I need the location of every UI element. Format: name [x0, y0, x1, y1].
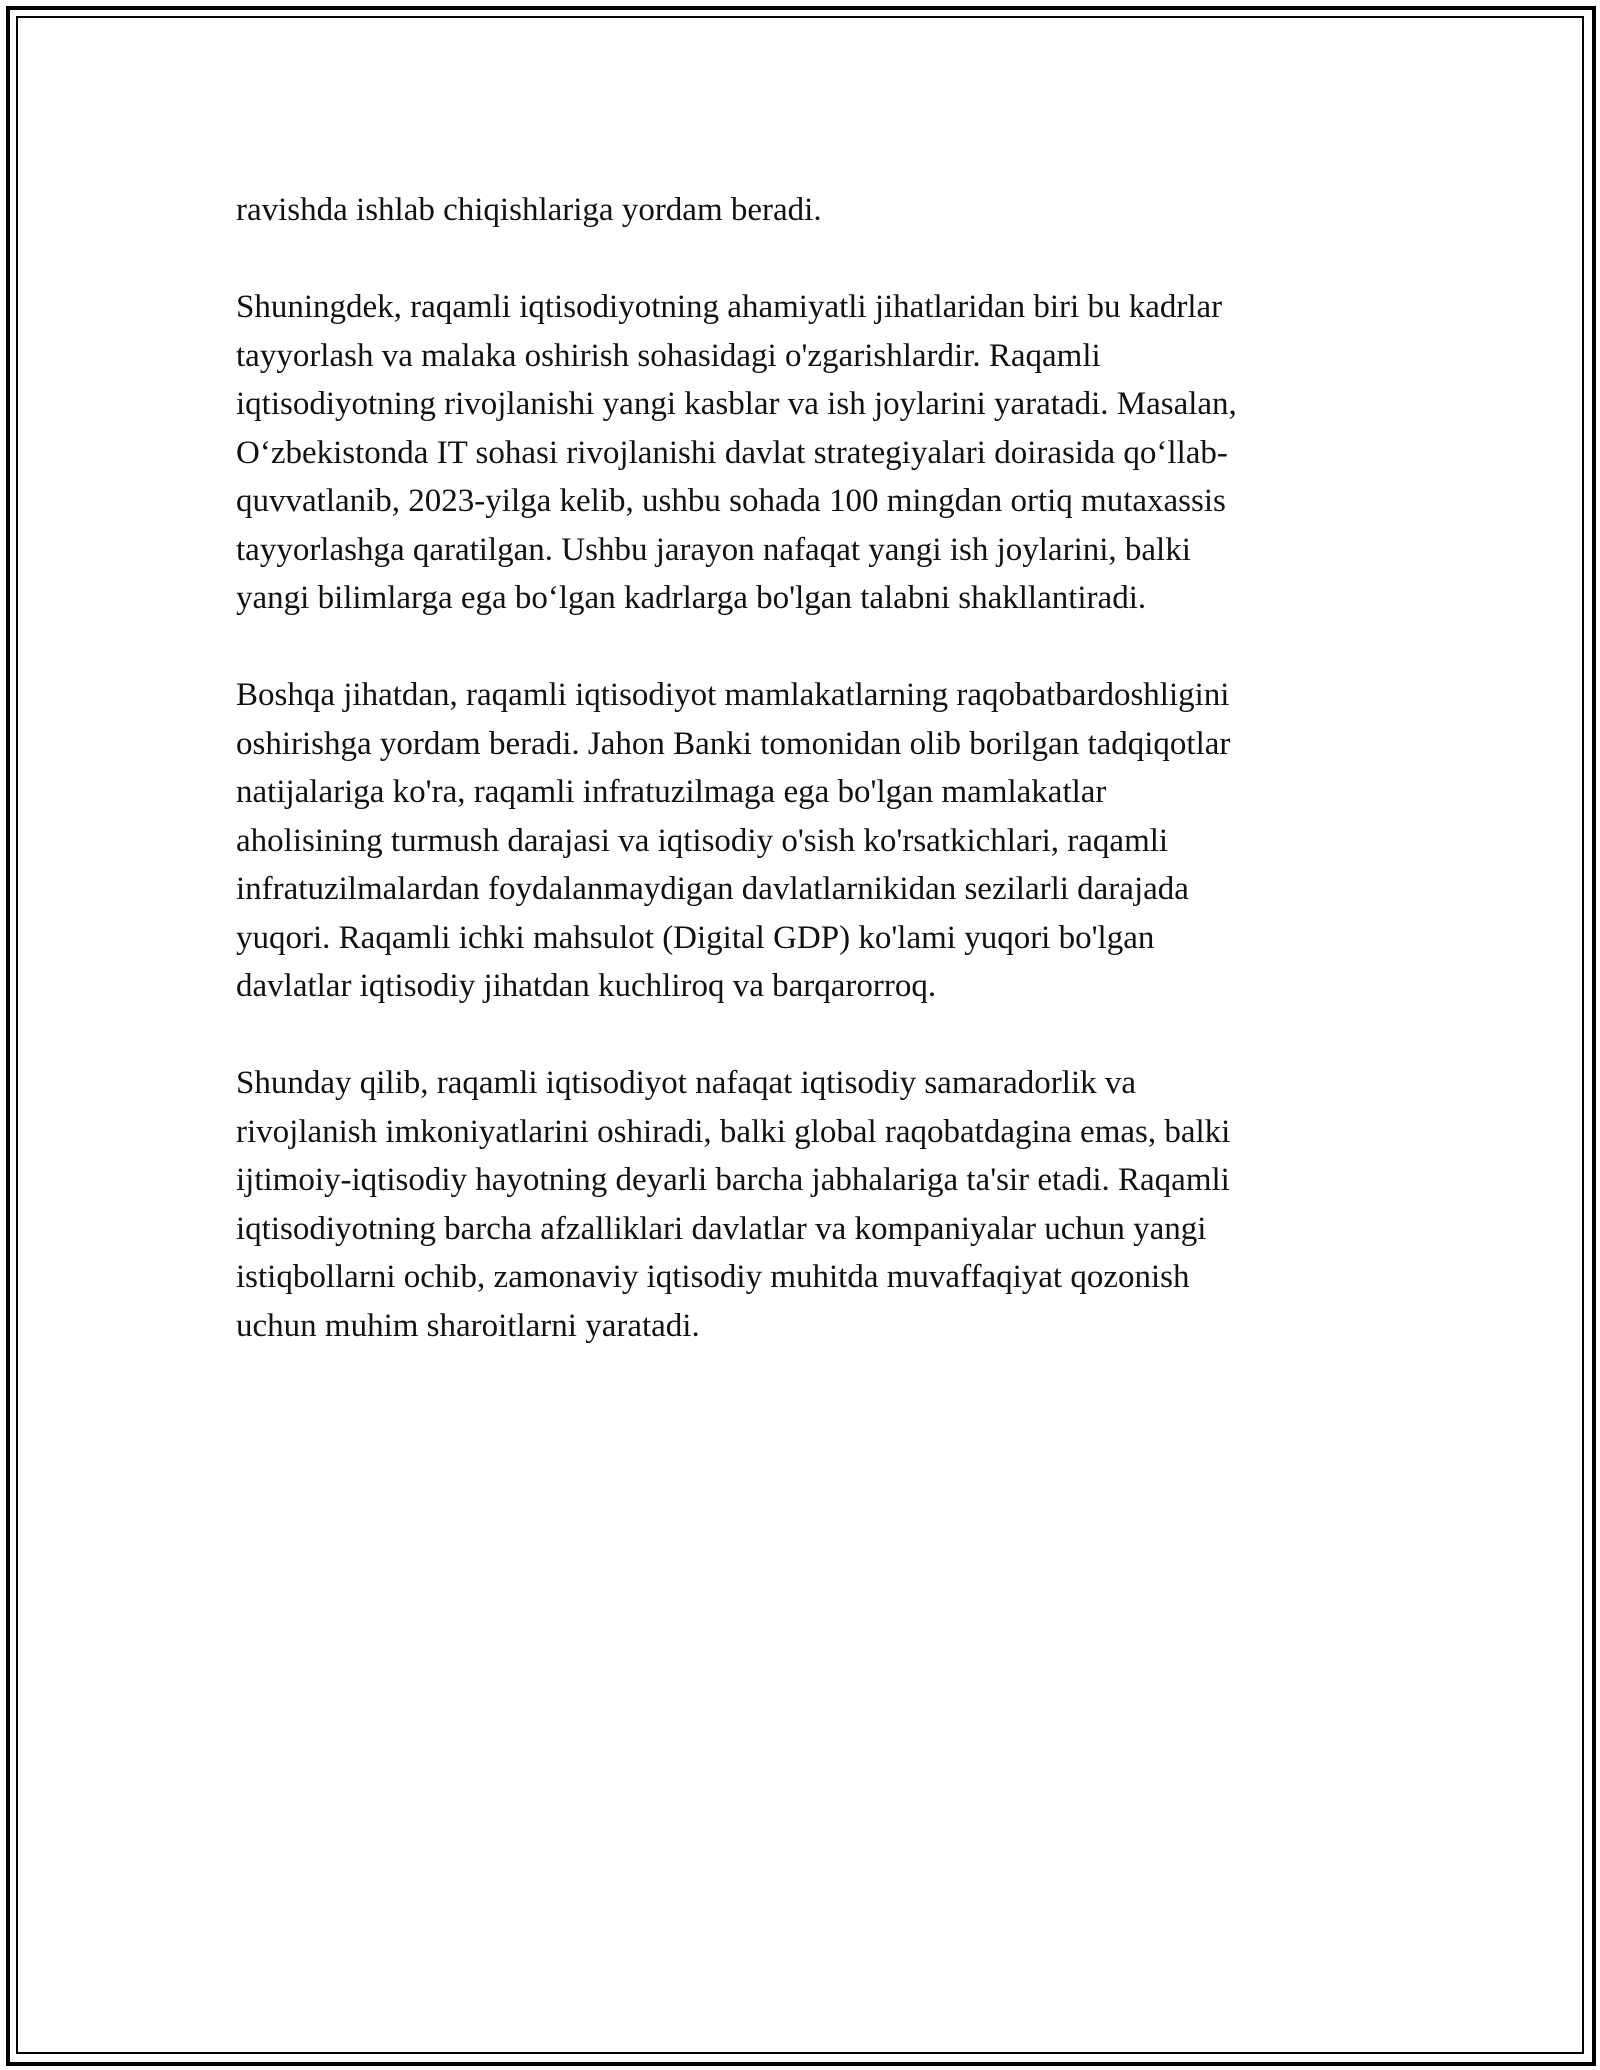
document-body: [236, 186, 1356, 1399]
paragraph-3: Boshqa jihatdan, raqamli iqtisodiyot mamlakatlarning raqobatbardoshligini oshirishga yordam beradi. Jahon Banki tomonidan olib borilgan tadqiqotlar natijalariga ko'ra, raqamli infratuzilmaga ega bo'lgan mamlakatlar aholisining turmush darajasi va iqtisodiy o'sish ko'rsatkichlari, raqamli infratuzilmalardan foydalanmaydigan davlatlarnikidan sezilarli darajada yuqori. Raqamli ichki mahsulot (Digital GDP) ko'lami yuqori bo'lgan davlatlar iqtisodiy jihatdan kuchliroq va barqarorroq.: [236, 677, 1231, 1004]
paragraph-4: Shunday qilib, raqamli iqtisodiyot nafaqat iqtisodiy samaradorlik va rivojlanish imkoniyatlarini oshiradi, balki global raqobatdagina emas, balki ijtimoiy-iqtisodiy hayotning deyarli barcha jabhalariga ta'sir etadi. Raqamli iqtisodiyotning barcha afzalliklari davlatlar va kompaniyalar uchun yangi istiqbollarni ochib, zamonaviy iqtisodiy muhitda muvaffaqiyat qozonish uchun muhim sharoitlarni yaratadi.: [236, 1065, 1231, 1344]
paragraph-2: Shuningdek, raqamli iqtisodiyotning ahamiyatli jihatlaridan biri bu kadrlar tayyorlash va malaka oshirish sohasidagi o'zgarishlardir. Raqamli iqtisodiyotning rivojlanishi yangi kasblar va ish joylarini yaratadi. Masalan, O‘zbekistonda IT sohasi rivojlanishi davlat strategiyalari doirasida qo‘llab- quvvatlanib, 2023-yilga kelib, ushbu sohada 100 mingdan ortiq mutaxassis tayyorlashga qaratilgan. Ushbu jarayon nafaqat yangi ish joylarini, balki yangi bilimlarga ega bo‘lgan kadrlarga bo'lgan talabni shakllantiradi.: [236, 289, 1237, 616]
paragraph-1: ravishda ishlab chiqishlariga yordam beradi.: [236, 192, 822, 228]
